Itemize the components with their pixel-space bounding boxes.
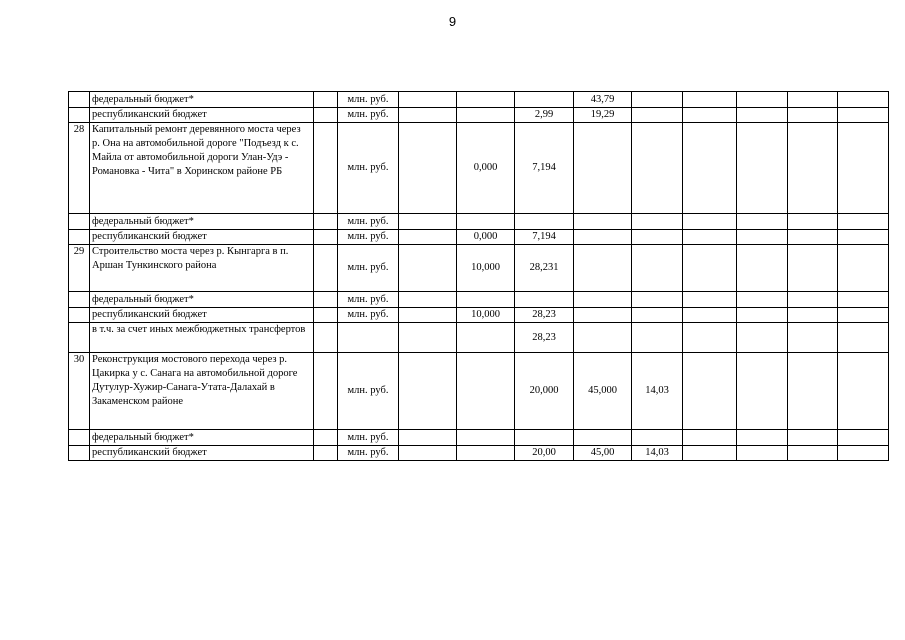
row-name-cell: республиканский бюджет <box>90 446 314 461</box>
row-number-cell: 28 <box>69 123 90 214</box>
value-cell <box>399 230 457 245</box>
value-cell <box>683 123 737 214</box>
value-cell: 14,03 <box>632 353 683 430</box>
value-cell <box>683 446 737 461</box>
value-cell <box>683 108 737 123</box>
blank-cell <box>838 430 889 446</box>
value-cell <box>788 308 838 323</box>
unit-cell: млн. руб. <box>338 245 399 292</box>
unit-cell: млн. руб. <box>338 308 399 323</box>
blank-cell <box>838 292 889 308</box>
value-cell <box>737 230 788 245</box>
value-cell <box>515 92 574 108</box>
value-cell <box>574 245 632 292</box>
row-number-cell <box>69 323 90 353</box>
value-cell <box>683 245 737 292</box>
unit-cell: млн. руб. <box>338 353 399 430</box>
blank-cell <box>314 323 338 353</box>
value-cell <box>399 353 457 430</box>
value-cell: 10,000 <box>457 308 515 323</box>
value-cell <box>788 353 838 430</box>
value-cell <box>737 446 788 461</box>
blank-cell <box>838 308 889 323</box>
row-name-cell: федеральный бюджет* <box>90 92 314 108</box>
value-cell <box>457 353 515 430</box>
value-cell: 28,23 <box>515 323 574 353</box>
value-cell: 0,000 <box>457 230 515 245</box>
blank-cell <box>314 123 338 214</box>
value-cell <box>574 230 632 245</box>
value-cell <box>515 292 574 308</box>
table-row <box>69 430 889 446</box>
row-number-cell <box>69 230 90 245</box>
value-cell <box>788 292 838 308</box>
row-name-cell <box>90 353 314 430</box>
table-row <box>69 214 889 230</box>
table-row <box>69 308 889 323</box>
value-cell: 19,29 <box>574 108 632 123</box>
value-cell <box>737 92 788 108</box>
value-cell <box>574 430 632 446</box>
row-number-cell <box>69 308 90 323</box>
blank-cell <box>838 245 889 292</box>
row-number-cell <box>69 292 90 308</box>
value-cell <box>457 323 515 353</box>
blank-cell <box>838 230 889 245</box>
value-cell <box>399 323 457 353</box>
value-cell <box>632 123 683 214</box>
row-name-text: в т.ч. за счет иных межбюджетных трансфертов <box>92 324 306 335</box>
table-row <box>69 292 889 308</box>
table-row <box>69 245 889 292</box>
table-row <box>69 108 889 123</box>
table-row <box>69 92 889 108</box>
unit-cell: млн. руб. <box>338 430 399 446</box>
value-cell <box>788 230 838 245</box>
value-cell: 10,000 <box>457 245 515 292</box>
value-cell <box>632 292 683 308</box>
row-name-cell: федеральный бюджет* <box>90 430 314 446</box>
value-cell <box>515 214 574 230</box>
unit-cell: млн. руб. <box>338 446 399 461</box>
value-cell <box>737 123 788 214</box>
value-cell <box>737 108 788 123</box>
value-cell <box>457 446 515 461</box>
value-cell <box>737 245 788 292</box>
value-cell <box>737 308 788 323</box>
value-cell <box>399 446 457 461</box>
value-cell: 7,194 <box>515 123 574 214</box>
value-cell <box>788 430 838 446</box>
value-cell <box>399 245 457 292</box>
row-number-cell <box>69 108 90 123</box>
value-cell <box>683 430 737 446</box>
blank-cell <box>314 353 338 430</box>
blank-cell <box>314 230 338 245</box>
value-cell <box>632 308 683 323</box>
row-number-cell <box>69 214 90 230</box>
value-cell <box>457 292 515 308</box>
unit-cell: млн. руб. <box>338 230 399 245</box>
value-cell <box>737 353 788 430</box>
table-row <box>69 230 889 245</box>
value-cell <box>574 214 632 230</box>
value-cell <box>457 430 515 446</box>
row-name-text: Реконструкция мостового перехода через р. Цакирка у с. Санага на автомобильной дороге Дутулур-Хужир-Санага-Утата-Далахай в Закаменском районе <box>92 354 298 407</box>
unit-cell <box>338 323 399 353</box>
budget-table <box>68 91 889 461</box>
value-cell <box>632 108 683 123</box>
row-number-cell: 30 <box>69 353 90 430</box>
blank-cell <box>314 108 338 123</box>
value-cell <box>632 92 683 108</box>
value-cell: 14,03 <box>632 446 683 461</box>
row-name-cell: федеральный бюджет* <box>90 214 314 230</box>
row-name-cell <box>90 323 314 353</box>
row-number-cell <box>69 430 90 446</box>
value-cell <box>683 308 737 323</box>
value-cell <box>683 214 737 230</box>
value-cell <box>457 92 515 108</box>
table-row <box>69 446 889 461</box>
blank-cell <box>314 292 338 308</box>
unit-cell: млн. руб. <box>338 292 399 308</box>
row-name-cell: республиканский бюджет <box>90 308 314 323</box>
blank-cell <box>314 245 338 292</box>
value-cell: 43,79 <box>574 92 632 108</box>
value-cell <box>399 292 457 308</box>
value-cell <box>683 230 737 245</box>
value-cell <box>788 108 838 123</box>
blank-cell <box>838 123 889 214</box>
value-cell <box>457 214 515 230</box>
value-cell <box>632 214 683 230</box>
blank-cell <box>314 92 338 108</box>
value-cell <box>788 323 838 353</box>
value-cell <box>683 292 737 308</box>
blank-cell <box>838 353 889 430</box>
value-cell: 7,194 <box>515 230 574 245</box>
blank-cell <box>314 308 338 323</box>
value-cell <box>737 323 788 353</box>
page-number: 9 <box>448 14 457 29</box>
value-cell: 2,99 <box>515 108 574 123</box>
value-cell <box>737 214 788 230</box>
row-name-text: Капитальный ремонт деревянного моста через р. Она на автомобильной дороге "Подъезд к с. Майла от автомобильной дороги Улан-Удэ - Романовка - Чита" в Хоринском районе РБ <box>92 124 301 177</box>
value-cell <box>399 430 457 446</box>
value-cell <box>515 430 574 446</box>
value-cell <box>574 292 632 308</box>
value-cell: 45,000 <box>574 353 632 430</box>
value-cell <box>788 123 838 214</box>
blank-cell <box>314 446 338 461</box>
blank-cell <box>838 323 889 353</box>
row-number-cell <box>69 92 90 108</box>
value-cell <box>399 308 457 323</box>
value-cell <box>399 214 457 230</box>
value-cell: 20,00 <box>515 446 574 461</box>
row-number-cell <box>69 446 90 461</box>
value-cell <box>632 245 683 292</box>
value-cell <box>788 446 838 461</box>
value-cell <box>574 123 632 214</box>
value-cell <box>399 108 457 123</box>
row-name-cell: федеральный бюджет* <box>90 292 314 308</box>
row-name-cell: республиканский бюджет <box>90 108 314 123</box>
blank-cell <box>838 108 889 123</box>
blank-cell <box>838 92 889 108</box>
unit-cell: млн. руб. <box>338 214 399 230</box>
blank-cell <box>314 214 338 230</box>
value-cell: 45,00 <box>574 446 632 461</box>
unit-cell: млн. руб. <box>338 92 399 108</box>
value-cell <box>737 430 788 446</box>
value-cell <box>788 214 838 230</box>
value-cell: 28,23 <box>515 308 574 323</box>
row-number-cell: 29 <box>69 245 90 292</box>
unit-cell: млн. руб. <box>338 108 399 123</box>
unit-cell: млн. руб. <box>338 123 399 214</box>
value-cell <box>399 92 457 108</box>
table-row <box>69 323 889 353</box>
value-cell <box>632 430 683 446</box>
value-cell <box>683 323 737 353</box>
table-row <box>69 353 889 430</box>
value-cell <box>737 292 788 308</box>
value-cell: 28,231 <box>515 245 574 292</box>
value-cell <box>788 92 838 108</box>
value-cell <box>632 230 683 245</box>
row-name-cell <box>90 123 314 214</box>
table-row <box>69 123 889 214</box>
value-cell: 20,000 <box>515 353 574 430</box>
value-cell <box>457 108 515 123</box>
value-cell <box>788 245 838 292</box>
row-name-cell: республиканский бюджет <box>90 230 314 245</box>
blank-cell <box>838 214 889 230</box>
value-cell <box>574 308 632 323</box>
row-name-text: Строительство моста через р. Кынгарга в п. Аршан Тункинского района <box>92 246 289 271</box>
value-cell <box>632 323 683 353</box>
value-cell <box>683 353 737 430</box>
blank-cell <box>314 430 338 446</box>
value-cell: 0,000 <box>457 123 515 214</box>
row-name-cell <box>90 245 314 292</box>
blank-cell <box>838 446 889 461</box>
value-cell <box>683 92 737 108</box>
value-cell <box>399 123 457 214</box>
value-cell <box>574 323 632 353</box>
